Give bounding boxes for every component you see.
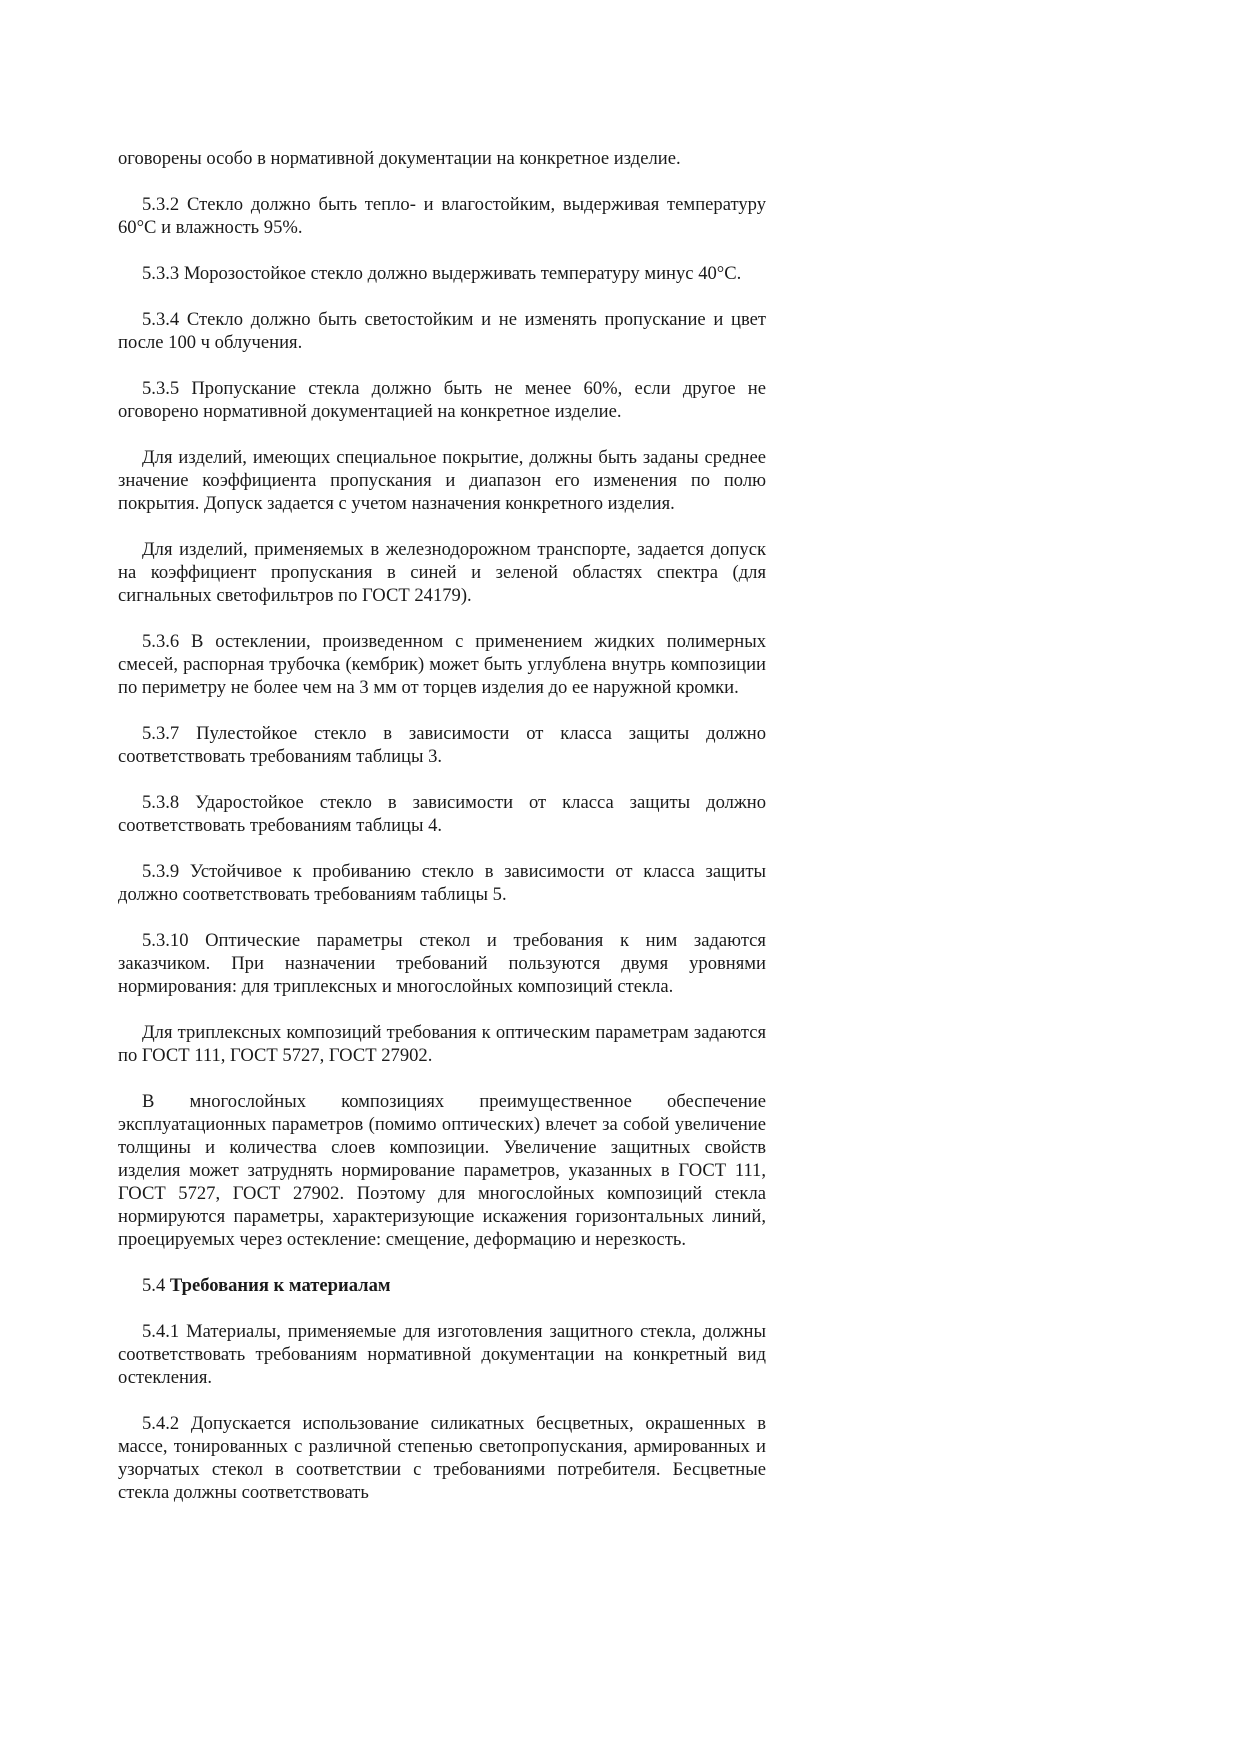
paragraph-multilayer: В многослойных композициях преимущественное обеспечение эксплуатационных параметров (помимо оптических) влечет за собой увеличение толщины и количества слоев композиции. Увеличение защитных свойств изделия может затруднять нормирование параметров, указанных в ГОСТ 111, ГОСТ 5727, ГОСТ 27902. Поэтому для многослойных композиций стекла нормируются параметры, характеризующие искажения горизонтальных линий, проецируемых через остекление: смещение, деформацию и нерезкость.: [118, 1091, 766, 1250]
paragraph-5-3-8: 5.3.8 Ударостойкое стекло в зависимости от класса защиты должно соответствовать требованиям таблицы 4.: [118, 792, 766, 836]
paragraph-5-3-10: 5.3.10 Оптические параметры стекол и требования к ним задаются заказчиком. При назначении требований пользуются двумя уровнями нормирования: для триплексных и многослойных композиций стекла.: [118, 930, 766, 997]
paragraph-triplex: Для триплексных композиций требования к оптическим параметрам задаются по ГОСТ 111, ГОСТ 5727, ГОСТ 27902.: [118, 1022, 766, 1066]
paragraph-coating: Для изделий, имеющих специальное покрытие, должны быть заданы среднее значение коэффициента пропускания и диапазон его изменения по полю покрытия. Допуск задается с учетом назначения конкретного изделия.: [118, 447, 766, 514]
document-page: [118, 147, 766, 1527]
paragraph-railway: Для изделий, применяемых в железнодорожном транспорте, задается допуск на коэффициент пропускания в синей и зеленой областях спектра (для сигнальных светофильтров по ГОСТ 24179).: [118, 539, 766, 606]
paragraph-5-3-7: 5.3.7 Пулестойкое стекло в зависимости от класса защиты должно соответствовать требованиям таблицы 3.: [118, 723, 766, 767]
paragraph-5-3-6: 5.3.6 В остеклении, произведенном с применением жидких полимерных смесей, распорная трубочка (кембрик) может быть углублена внутрь композиции по периметру не более чем на 3 мм от торцев изделия до ее наружной кромки.: [118, 631, 766, 698]
paragraph-5-4-2: 5.4.2 Допускается использование силикатных бесцветных, окрашенных в массе, тонированных с различной степенью светопропускания, армированных и узорчатых стекол в соответствии с требованиями потребителя. Бесцветные стекла должны соответствовать: [118, 1413, 766, 1503]
section-heading-5-4: [118, 1274, 766, 1297]
section-number: 5.4: [142, 1275, 166, 1296]
section-title: Требования к материалам: [169, 1275, 391, 1296]
paragraph-5-3-3: 5.3.3 Морозостойкое стекло должно выдерживать температуру минус 40°С.: [142, 263, 742, 284]
paragraph-5-3-2: 5.3.2 Стекло должно быть тепло- и влагостойким, выдерживая температуру 60°С и влажность 95%.: [118, 194, 766, 238]
paragraph-5-3-9: 5.3.9 Устойчивое к пробиванию стекло в зависимости от класса защиты должно соответствовать требованиям таблицы 5.: [118, 861, 766, 905]
paragraph-continuation: оговорены особо в нормативной документации на конкретное изделие.: [118, 148, 681, 169]
paragraph-5-3-4: 5.3.4 Стекло должно быть светостойким и не изменять пропускание и цвет после 100 ч облучения.: [118, 309, 766, 353]
paragraph-5-3-5: 5.3.5 Пропускание стекла должно быть не менее 60%, если другое не оговорено нормативной документацией на конкретное изделие.: [118, 378, 766, 422]
paragraph-5-4-1: 5.4.1 Материалы, применяемые для изготовления защитного стекла, должны соответствовать требованиям нормативной документации на конкретный вид остекления.: [118, 1321, 766, 1388]
